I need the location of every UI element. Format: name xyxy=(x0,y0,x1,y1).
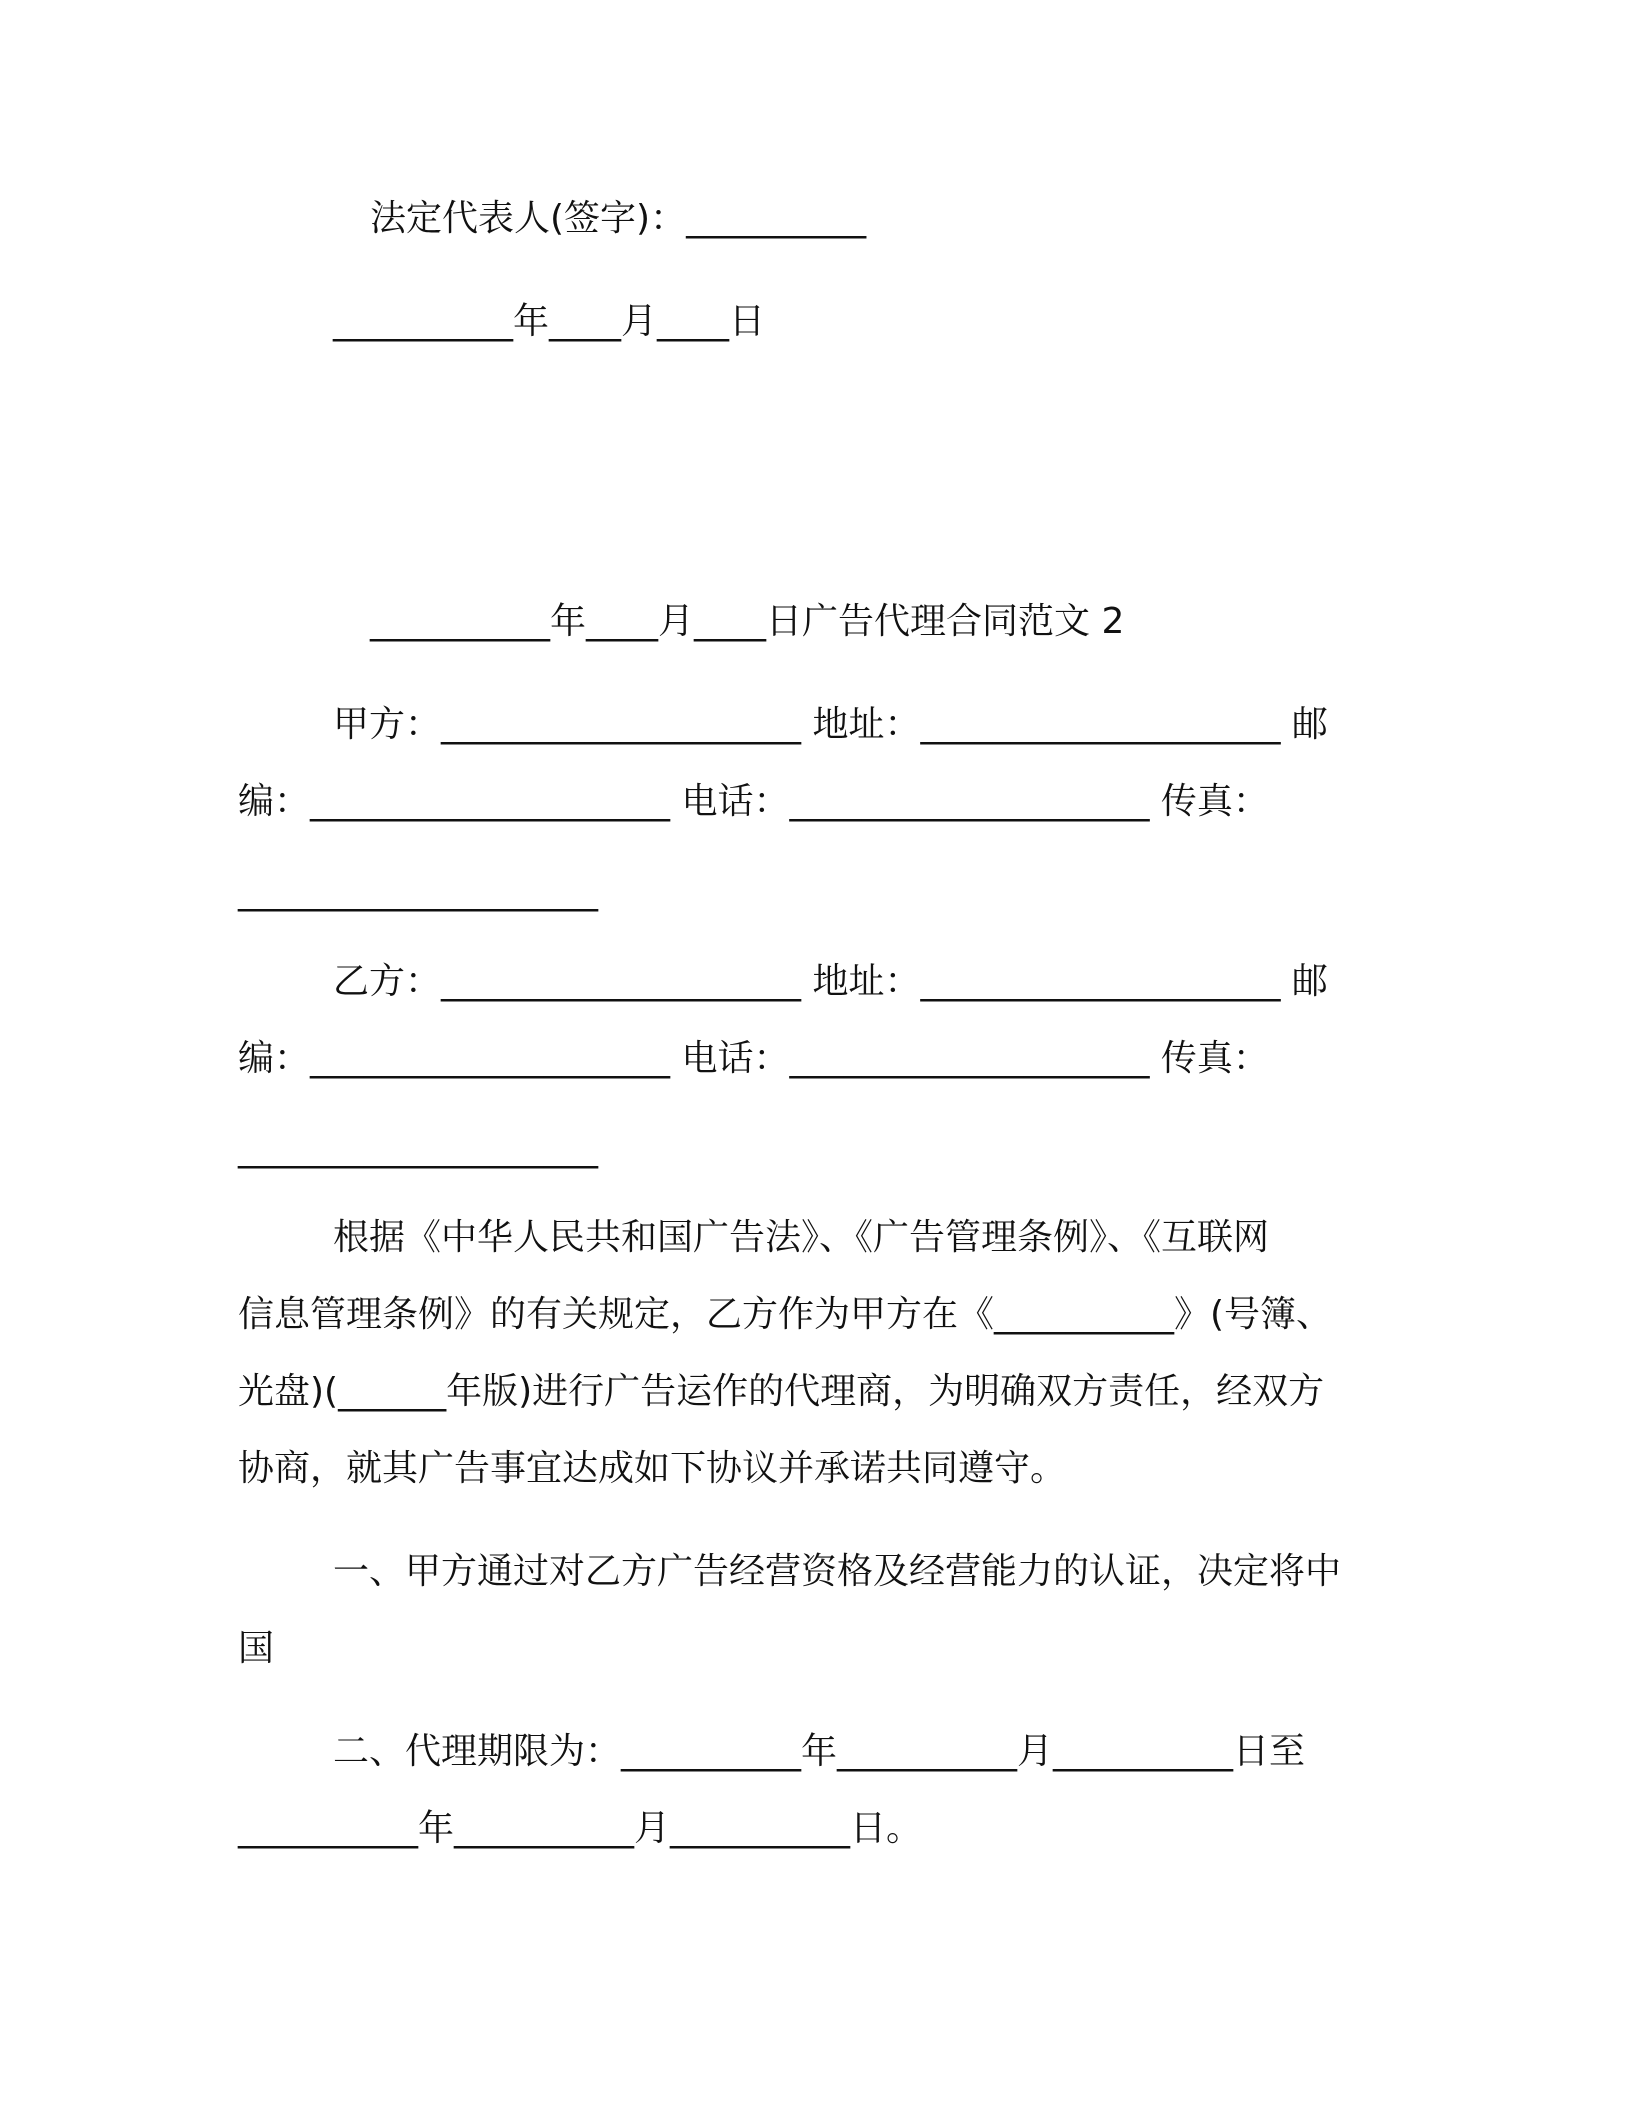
clause-2-line-1: 二、代理期限为：__________年__________月__________日至 xyxy=(333,1731,1306,1772)
preamble-line-2: 信息管理条例》的有关规定，乙方作为甲方在《__________》(号簿、 xyxy=(238,1294,1333,1335)
party-a-line-1: 甲方：____________________ 地址：____________________ 邮 xyxy=(333,704,1328,745)
signature-line: 法定代表人(签字)：__________ xyxy=(370,198,867,239)
clause-1-line-2: 国 xyxy=(238,1628,275,1669)
preamble-line-1: 根据《中华人民共和国广告法》、《广告管理条例》、《互联网 xyxy=(333,1217,1270,1258)
party-b-line-2: 编：____________________ 电话：____________________ 传真： xyxy=(238,1038,1269,1079)
preamble-line-3: 光盘)(______年版)进行广告运作的代理商，为明确双方责任，经双方 xyxy=(238,1371,1325,1412)
party-b-line-1: 乙方：____________________ 地址：____________________ 邮 xyxy=(333,961,1328,1002)
party-a-line-3: ____________________ xyxy=(238,871,598,912)
clause-1-line-1: 一、甲方通过对乙方广告经营资格及经营能力的认证，决定将中 xyxy=(333,1551,1342,1592)
preamble-line-4: 协商，就其广告事宜达成如下协议并承诺共同遵守。 xyxy=(238,1448,1067,1489)
clause-2-line-2: __________年__________月__________日。 xyxy=(238,1808,922,1849)
party-b-line-3: ____________________ xyxy=(238,1128,598,1169)
party-a-line-2: 编：____________________ 电话：____________________ 传真： xyxy=(238,781,1269,822)
date-line: __________年____月____日 xyxy=(333,301,765,342)
document-title: __________年____月____日广告代理合同范文 2 xyxy=(370,601,1125,642)
